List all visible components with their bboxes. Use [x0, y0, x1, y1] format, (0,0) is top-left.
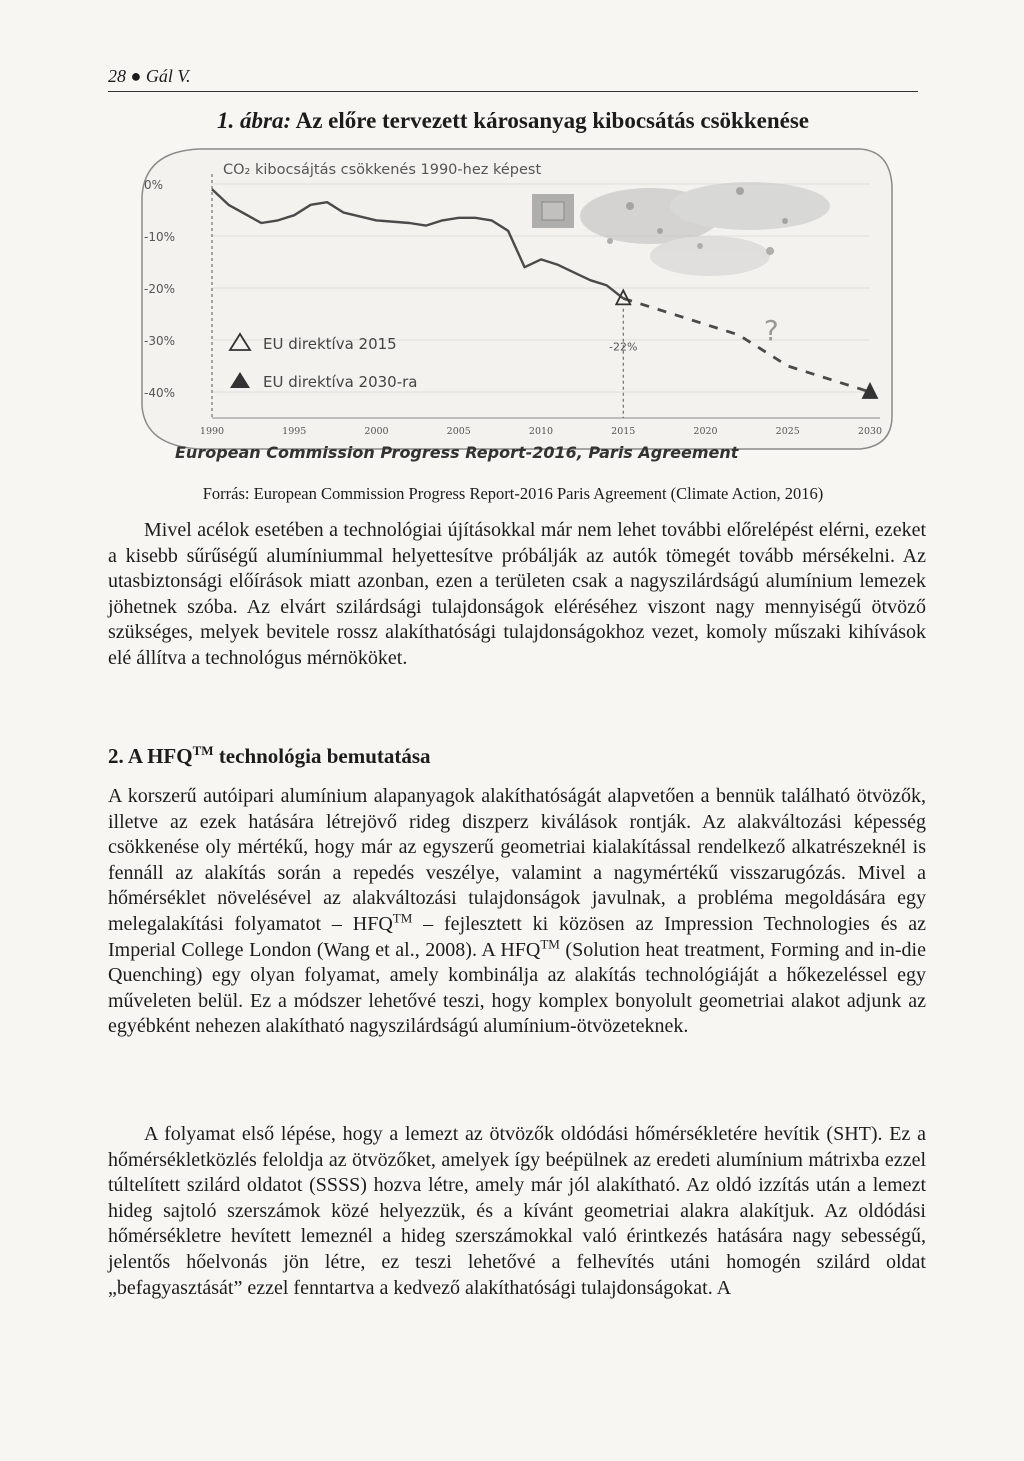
x-tick-label: 1995 — [282, 426, 307, 437]
y-tick-label: 0% — [144, 178, 164, 192]
legend-label-2030: EU direktíva 2030-ra — [263, 373, 418, 391]
paragraph-1: Mivel acélok esetében a technológiai újításokkal már nem lehet további előrelépést elérni, ezeket a kisebb sűrűségű alumíniummal helyettesítve próbálják az autók tömegét tovább mérsékelni. Az utasbiztonsági előírások miatt azonban, ezen a területen csak a nagyszilárdságú alumínium lemezek jöhetnek szóba. Az elvárt szilárdsági tulajdonságok eléréséhez viszont nagy mennyiségű ötvöző szükséges, melyek bevitele rossz alakíthatósági tulajdonságokhoz vezet, komoly műszaki kihívások elé állítva a technológus mérnököket. — [108, 519, 926, 669]
section-heading — [108, 744, 431, 769]
x-tick-label: 2020 — [693, 426, 718, 437]
paragraph-2 — [108, 784, 926, 1040]
p2-part-a: A korszerű autóipari alumínium alapanyagok alakíthatóságát alapvetően a bennük található ötvözők, illetve az ezek hatására létrejövő rideg diszperz kiválások rontják. Az alakváltozási képesség csökkenése oly mértékű, hogy már az egyszerű geometriai kialakítással rendelkező alkatrészeknél is fennáll az alakítás során a repedés veszélye, valamint a nagymértékű visszarugózás. Mivel a hőmérséklet növelésével az alakváltozási tulajdonságok javulnak, a probléma megoldására egy melegalakítási folyamatot – HFQ — [108, 785, 926, 935]
x-tick-label: 2010 — [528, 426, 554, 437]
paragraph-3: A folyamat első lépése, hogy a lemezt az ötvözők oldódási hőmérsékletére hevítik (SHT). Ez a hőmérsékletközlés feloldja az ötvözőket, amelyek így beépülnek az eredeti alumínium mátrixba ezzel túltelített szilárd oldatot (SSSS) hozva létre, amely már jól alakítható. Az oldó izzítás után a lemezt hideg sajtoló szerszámok közé helyezzük, és a kívánt geometriai alakra alakítjuk. Az oldódási hőmérsékletre hevített lemeznél a hideg szerszámokkal való érintkezés hatására nagy sebességű, jelentős hőelvonás jön létre, ez teszi lehetővé a felhevítés utáni homogén szilárd oldat „befagyasztását” ezzel fenntartva a kedvező alakíthatósági tulajdonságokat. A — [108, 1123, 926, 1299]
x-tick-label: 2030 — [857, 426, 883, 437]
chart-annotation: ? — [763, 314, 779, 347]
heading-suffix: technológia bemutatása — [213, 744, 431, 768]
chart-title: CO₂ kibocsájtás csökkenés 1990-hez képest — [223, 162, 542, 178]
y-tick-label: -30% — [144, 334, 176, 348]
p2-part-b: – fejlesztett ki közösen az Impression Technologies és az Imperial College London (Wang et al., 2008). A HFQ — [108, 912, 926, 961]
x-tick-label: 2015 — [611, 426, 636, 437]
x-tick-label: 2025 — [775, 426, 800, 437]
co2-chart — [130, 146, 900, 468]
figure-title-text: Az előre tervezett károsanyag kibocsátás csökkenése — [295, 108, 809, 133]
x-tick-label: 1990 — [199, 426, 225, 437]
x-tick-label: 2000 — [364, 426, 389, 437]
y-tick-label: -40% — [144, 386, 176, 400]
figure-source: Forrás: European Commission Progress Report-2016 Paris Agreement (Climate Action, 2016) — [202, 484, 824, 503]
running-head: 28 ● Gál V. — [108, 66, 918, 92]
p2-tm-2: TM — [540, 935, 560, 951]
figure-chart — [130, 146, 900, 468]
y-tick-label: -10% — [144, 230, 176, 244]
heading-prefix: 2. A HFQ — [108, 744, 193, 768]
legend-label-2015: EU direktíva 2015 — [263, 335, 397, 353]
y-tick-label: -20% — [144, 282, 176, 296]
heading-tm: TM — [192, 743, 214, 758]
p2-part-c: (Solution heat treatment, Forming and in-die Quenching) egy olyan folyamat, amely kombinálja az alakítás technológiáját a hőkezeléssel egy műveleten belül. Ez a módszer lehetővé teszi, hogy komplex bonyolult geometriai alakot adjunk az egyébként nehezen alakítható nagyszilárdságú alumínium-ötvözeteknek. — [108, 938, 926, 1038]
figure-title — [108, 108, 918, 134]
figure-label: 1. ábra: — [217, 108, 292, 133]
x-tick-label: 2005 — [446, 426, 471, 437]
chart-caption: European Commission Progress Report-2016, Paris Agreement — [175, 443, 739, 462]
chart-annotation: -22% — [609, 340, 638, 354]
p2-tm-1: TM — [392, 910, 413, 926]
